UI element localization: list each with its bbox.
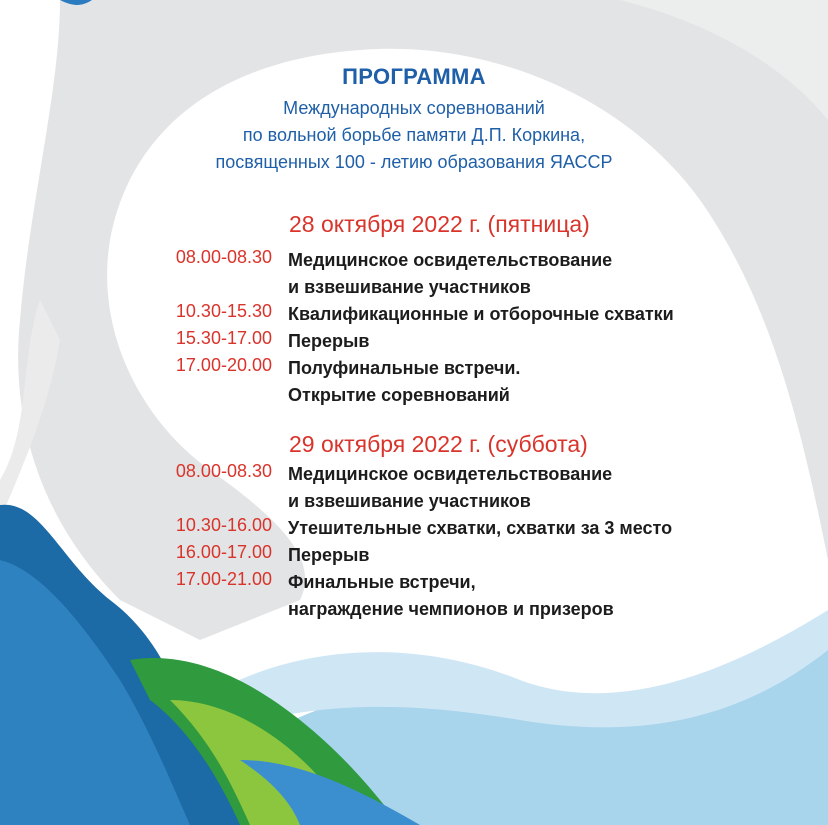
schedule-event (288, 355, 520, 409)
schedule-event (288, 542, 369, 569)
schedule-time: 08.00-08.30 (175, 247, 272, 267)
event-line: Открытие соревнований (288, 385, 510, 405)
schedule-row (0, 301, 828, 328)
schedule-time: 16.00-17.00 (175, 542, 272, 562)
event-line: награждение чемпионов и призеров (288, 599, 614, 619)
day-heading-2: 29 октября 2022 г. (суббота) (289, 431, 588, 457)
program-title: ПРОГРАММА (342, 64, 486, 89)
schedule-row (0, 355, 828, 405)
schedule-row (0, 569, 828, 619)
schedule-time: 15.30-17.00 (175, 328, 272, 348)
event-line: Перерыв (288, 331, 370, 351)
event-line: Утешительные схватки, схватки за 3 место (288, 518, 673, 538)
schedule-row (0, 247, 828, 297)
schedule-row (0, 461, 828, 511)
subtitle-line-3: посвященных 100 - летию образования ЯАССР (215, 152, 613, 172)
schedule-event (288, 247, 612, 301)
schedule-event (288, 328, 369, 355)
event-line: Полуфинальные встречи. (288, 358, 521, 378)
schedule-row (0, 515, 828, 542)
event-line: и взвешивание участников (288, 491, 531, 511)
event-line: Медицинское освидетельствование (288, 464, 613, 484)
schedule-event (288, 301, 674, 328)
schedule-event (288, 515, 672, 542)
schedule-event (288, 461, 612, 515)
event-line: Квалификационные и отборочные схватки (288, 304, 674, 324)
event-line: Перерыв (288, 545, 370, 565)
schedule-time: 10.30-15.30 (175, 301, 272, 321)
schedule-time: 17.00-20.00 (175, 355, 272, 375)
event-line: Медицинское освидетельствование (288, 250, 613, 270)
schedule-row (0, 542, 828, 569)
schedule-time: 08.00-08.30 (175, 461, 272, 481)
event-line: и взвешивание участников (288, 277, 531, 297)
schedule-event (288, 569, 614, 623)
day-heading-1: 28 октября 2022 г. (пятница) (289, 211, 590, 237)
schedule-time: 10.30-16.00 (175, 515, 272, 535)
event-line: Финальные встречи, (288, 572, 476, 592)
schedule-time: 17.00-21.00 (175, 569, 272, 589)
subtitle-line-1: Международных соревнований (283, 98, 545, 118)
subtitle-line-2: по вольной борьбе памяти Д.П. Коркина, (242, 125, 586, 145)
schedule-row (0, 328, 828, 355)
